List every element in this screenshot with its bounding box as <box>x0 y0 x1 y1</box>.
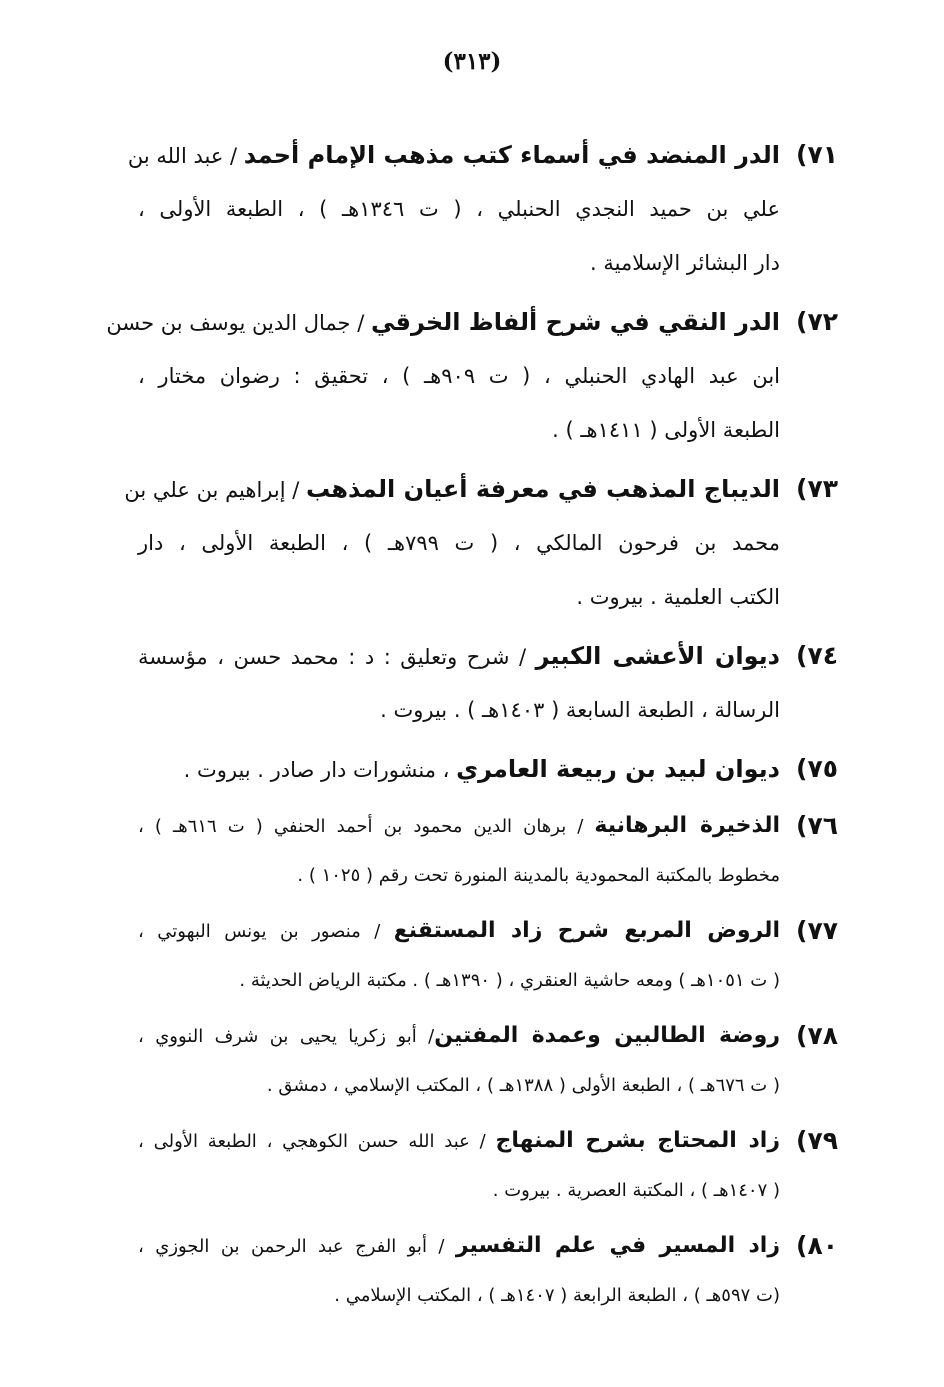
entry-number: ٧٨) <box>796 1021 838 1050</box>
entry-title: الروض المربع شرح زاد المستقنع <box>393 918 780 943</box>
bibliography-entry <box>124 462 838 624</box>
entry-line: علي بن حميد النجدي الحنبلي ، ( ت ١٣٤٦هـ ) ، الطبعة الأولى ، <box>138 197 780 221</box>
entry-line: الطبعة الأولى ( ١٤١١هـ ) . <box>552 418 780 442</box>
entry-line: محمد بن فرحون المالكي ، ( ت ٧٩٩هـ ) ، الطبعة الأولى ، دار <box>138 531 780 555</box>
entry-first-line <box>127 128 780 182</box>
entry-title: زاد المسير في علم التفسير <box>455 1233 780 1258</box>
entry-line: ( ١٤٠٧هـ ) ، المكتبة العصرية . بيروت . <box>492 1180 780 1201</box>
entry-line: الكتب العلمية . بيروت . <box>576 585 780 609</box>
entry-number: ٧٧) <box>796 916 838 945</box>
entry-number: ٨٠) <box>796 1231 838 1260</box>
entry-title: الديباج المذهب في معرفة أعيان المذهب <box>306 475 780 503</box>
entry-number: ٧١) <box>796 140 838 169</box>
entry-line: مخطوط بالمكتبة المحمودية بالمدينة المنورة تحت رقم ( ١٠٢٥ ) . <box>297 865 780 886</box>
entry-line: (ت ٥٩٧هـ ) ، الطبعة الرابعة ( ١٤٠٧هـ ) ، المكتب الإسلامي . <box>334 1285 780 1306</box>
entry-author: / جمال الدين يوسف بن حسن <box>106 311 371 335</box>
entry-first-line <box>138 1221 780 1271</box>
entry-line: ( ت ٦٧٦هـ ) ، الطبعة الأولى ( ١٣٨٨هـ ) ، المكتب الإسلامي ، دمشق . <box>266 1075 780 1096</box>
entry-number: ٧٢) <box>796 307 838 336</box>
entry-title: الدر المنضد في أسماء كتب مذهب الإمام أحمد <box>243 141 780 169</box>
entry-first-line <box>124 462 780 516</box>
entry-author: / أبو زكريا يحيى بن شرف النووي ، <box>138 1026 435 1047</box>
entry-first-line <box>106 295 780 349</box>
entry-first-line <box>138 1116 780 1166</box>
bibliography-entry <box>127 128 838 290</box>
entry-first-line <box>138 629 780 683</box>
entry-line: ( ت ١٠٥١هـ ) ومعه حاشية العنقري ، ( ١٣٩٠هـ ) . مكتبة الرياض الحديثة . <box>239 970 780 991</box>
entry-first-line <box>138 906 780 956</box>
entry-author: / إبراهيم بن علي بن <box>124 478 306 502</box>
entry-number: ٧٥) <box>796 754 838 783</box>
entry-line: ابن عبد الهادي الحنبلي ، ( ت ٩٠٩هـ ) ، تحقيق : رضوان مختار ، <box>138 364 780 388</box>
entry-title: روضة الطالبين وعمدة المفتين <box>434 1023 780 1048</box>
entry-number: ٧٤) <box>796 641 838 670</box>
entry-title: الدر النقي في شرح ألفاظ الخرقي <box>370 308 780 336</box>
entry-number: ٧٩) <box>796 1126 838 1155</box>
entry-author: / شرح وتعليق : د : محمد حسن ، مؤسسة <box>138 645 536 669</box>
entry-title: زاد المحتاج بشرح المنهاج <box>495 1128 780 1153</box>
bibliography-entry <box>138 742 838 796</box>
bibliography-entry <box>138 1221 838 1321</box>
entry-author: ، منشورات دار صادر . بيروت . <box>183 758 457 782</box>
bibliography-entry <box>138 1116 838 1216</box>
entry-first-line <box>138 1011 780 1061</box>
bibliography-entry <box>138 1011 838 1111</box>
bibliography-list <box>106 128 838 1326</box>
bibliography-entry <box>106 295 838 457</box>
entry-first-line <box>138 801 780 851</box>
entry-first-line <box>138 742 780 796</box>
bibliography-entry <box>138 801 838 901</box>
entry-number: ٧٣) <box>796 474 838 503</box>
entry-title: ديوان الأعشى الكبير <box>535 642 780 670</box>
entry-title: ديوان لبيد بن ربيعة العامري <box>456 755 780 783</box>
entry-line: الرسالة ، الطبعة السابعة ( ١٤٠٣هـ ) . بيروت . <box>380 698 780 722</box>
bibliography-entry <box>138 629 838 737</box>
bibliography-entry <box>138 906 838 1006</box>
entry-title: الذخيرة البرهانية <box>594 813 780 838</box>
entry-author: / منصور بن يونس البهوتي ، <box>138 921 394 942</box>
entry-author: / عبد الله بن <box>127 144 244 168</box>
entry-line: دار البشائر الإسلامية . <box>590 251 780 275</box>
entry-number: ٧٦) <box>796 811 838 840</box>
entry-author: / عبد الله حسن الكوهجي ، الطبعة الأولى ، <box>138 1131 496 1152</box>
entry-author: / برهان الدين محمود بن أحمد الحنفي ( ت ٦١٦هـ ) ، <box>138 816 595 837</box>
page-number: (٣١٣) <box>442 48 502 75</box>
entry-author: / أبو الفرج عبد الرحمن بن الجوزي ، <box>138 1236 456 1257</box>
